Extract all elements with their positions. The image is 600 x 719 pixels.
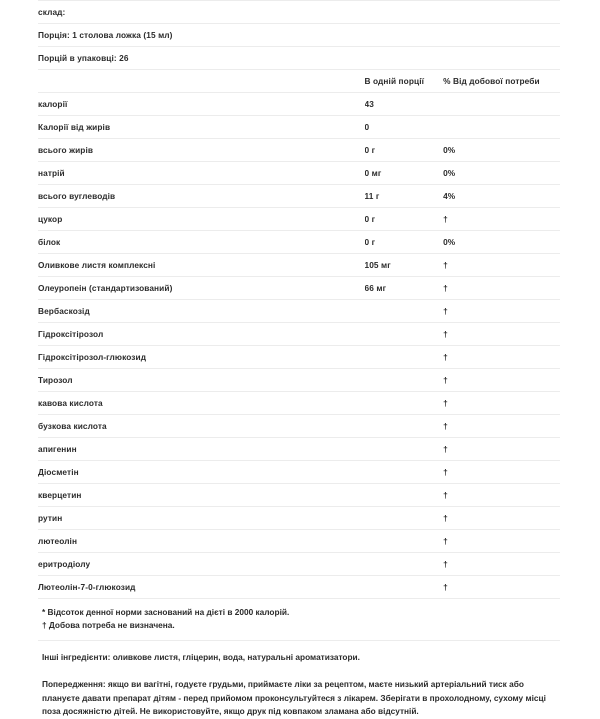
table-row xyxy=(38,139,560,162)
nutrient-daily-value: † xyxy=(443,444,448,454)
nutrient-daily-value: 0% xyxy=(443,145,456,155)
nutrient-name: Олеуропеін (стандартизований) xyxy=(38,283,173,293)
nutrient-daily-value: † xyxy=(443,398,448,408)
nutrient-daily-value: 0% xyxy=(443,168,456,178)
footnote-daily-value-basis: * Відсоток денної норми заснований на дієті в 2000 калорій. xyxy=(42,607,290,617)
nutrient-name: Вербаскозід xyxy=(38,306,90,316)
table-row xyxy=(38,576,560,599)
column-header-name xyxy=(38,70,365,93)
nutrient-name: Оливкове листя комплексні xyxy=(38,260,156,270)
table-row xyxy=(38,116,560,139)
table-row xyxy=(38,300,560,323)
nutrient-daily-value: † xyxy=(443,490,448,500)
nutrient-name: Лютеолін-7-0-глюкозид xyxy=(38,582,136,592)
nutrient-name: апигенин xyxy=(38,444,77,454)
nutrient-daily-value: † xyxy=(443,329,448,339)
nutrient-daily-value: † xyxy=(443,513,448,523)
nutrient-amount xyxy=(365,576,444,599)
nutrient-name: еритродіолу xyxy=(38,559,91,569)
nutrient-name: білок xyxy=(38,237,61,247)
nutrient-name: Гідроксітірозол-глюкозид xyxy=(38,352,147,362)
nutrient-daily-value: 4% xyxy=(443,191,456,201)
nutrient-name: Калорії від жирів xyxy=(38,122,111,132)
table-row xyxy=(38,93,560,116)
table-row xyxy=(38,185,560,208)
nutrient-daily-value: † xyxy=(443,260,448,270)
composition-amount xyxy=(365,1,444,24)
nutrient-amount xyxy=(365,300,444,323)
nutrient-amount: 0 xyxy=(364,122,370,132)
serving-size-amount xyxy=(365,24,444,47)
table-row xyxy=(38,392,560,415)
nutrient-name: натрій xyxy=(38,168,65,178)
table-row xyxy=(38,507,560,530)
table-row xyxy=(38,231,560,254)
supplement-facts-panel xyxy=(38,0,560,719)
table-row-servings-per-container xyxy=(38,47,560,70)
table-row xyxy=(38,461,560,484)
nutrient-amount: 0 г xyxy=(364,237,376,247)
table-row xyxy=(38,323,560,346)
table-row xyxy=(38,553,560,576)
nutrient-amount xyxy=(365,461,444,484)
table-row xyxy=(38,415,560,438)
servings-per-container-dv xyxy=(443,47,560,70)
nutrient-amount: 0 мг xyxy=(364,168,382,178)
table-row xyxy=(38,346,560,369)
table-row xyxy=(38,484,560,507)
nutrient-daily-value: † xyxy=(443,421,448,431)
nutrient-name: рутин xyxy=(38,513,63,523)
nutrient-amount xyxy=(365,392,444,415)
table-row xyxy=(38,277,560,300)
nutrient-daily-value: † xyxy=(443,467,448,477)
nutrient-daily-value: † xyxy=(443,283,448,293)
table-row xyxy=(38,530,560,553)
nutrient-daily-value: † xyxy=(443,582,448,592)
nutrient-name: цукор xyxy=(38,214,63,224)
nutrient-daily-value: † xyxy=(443,559,448,569)
nutrient-daily-value xyxy=(443,116,560,139)
nutrient-amount xyxy=(365,484,444,507)
table-row xyxy=(38,254,560,277)
nutrient-daily-value: † xyxy=(443,352,448,362)
nutrient-amount xyxy=(365,553,444,576)
other-ingredients-text: Інші інгредієнти: оливкове листя, гліцерин, вода, натуральні ароматизатори. xyxy=(42,652,360,662)
nutrient-name: калорії xyxy=(38,99,68,109)
nutrient-name: Діосметін xyxy=(38,467,79,477)
nutrient-name: бузкова кислота xyxy=(38,421,107,431)
column-header-percent-daily-value: % Від добової потреби xyxy=(443,76,540,86)
table-row-serving-size xyxy=(38,24,560,47)
warning-text: Попередження: якщо ви вагітні, годуєте грудьми, приймаєте ліки за рецептом, маєте низький артеріальний тиск або плануєте давати препарат дітям - перед прийомом проконсультуйтеся з лікарем. Зберігати в прохолодному, сухому місці поза досяжністю дітей. Не використовуйте, якщо друк під ковпаком зламана або відсутній. xyxy=(42,679,546,716)
nutrient-amount xyxy=(365,507,444,530)
nutrient-amount: 66 мг xyxy=(364,283,387,293)
nutrient-name: Тирозол xyxy=(38,375,73,385)
table-row-serving-composition xyxy=(38,1,560,24)
nutrient-amount xyxy=(365,346,444,369)
servings-per-container-amount xyxy=(365,47,444,70)
nutrient-name: всього жирів xyxy=(38,145,94,155)
nutrient-daily-value: 0% xyxy=(443,237,456,247)
footnote-dagger-undetermined: † Добова потреба не визначена. xyxy=(42,619,175,630)
nutrient-amount: 43 xyxy=(364,99,374,109)
nutrient-daily-value: † xyxy=(443,536,448,546)
nutrient-name: кавова кислота xyxy=(38,398,103,408)
table-row xyxy=(38,162,560,185)
nutrient-name: кверцетин xyxy=(38,490,82,500)
nutrient-amount: 0 г xyxy=(364,214,376,224)
serving-size-label: Порція: 1 столова ложка (15 мл) xyxy=(38,30,173,40)
column-header-amount-per-serving: В одній порції xyxy=(364,76,425,86)
nutrient-daily-value: † xyxy=(443,214,448,224)
footnotes-block xyxy=(38,599,560,641)
table-body xyxy=(38,1,560,599)
nutrient-amount xyxy=(365,415,444,438)
nutrient-daily-value: † xyxy=(443,375,448,385)
nutrient-amount xyxy=(365,323,444,346)
nutrient-name: всього вуглеводів xyxy=(38,191,116,201)
nutrient-daily-value: † xyxy=(443,306,448,316)
nutrient-amount: 105 мг xyxy=(364,260,391,270)
nutrient-amount xyxy=(365,369,444,392)
serving-size-dv xyxy=(443,24,560,47)
nutrient-amount: 11 г xyxy=(364,191,380,201)
nutrient-amount xyxy=(365,438,444,461)
nutrient-daily-value xyxy=(443,93,560,116)
table-row xyxy=(38,369,560,392)
table-row xyxy=(38,438,560,461)
table-column-header-row xyxy=(38,70,560,93)
composition-label: склад: xyxy=(38,7,66,17)
composition-dv xyxy=(443,1,560,24)
supplement-facts-table xyxy=(38,0,560,599)
table-row xyxy=(38,208,560,231)
nutrient-name: Гідроксітірозол xyxy=(38,329,104,339)
nutrient-amount: 0 г xyxy=(364,145,376,155)
nutrient-name: лютеолін xyxy=(38,536,78,546)
servings-per-container-label: Порцій в упаковці: 26 xyxy=(38,53,129,63)
nutrient-amount xyxy=(365,530,444,553)
